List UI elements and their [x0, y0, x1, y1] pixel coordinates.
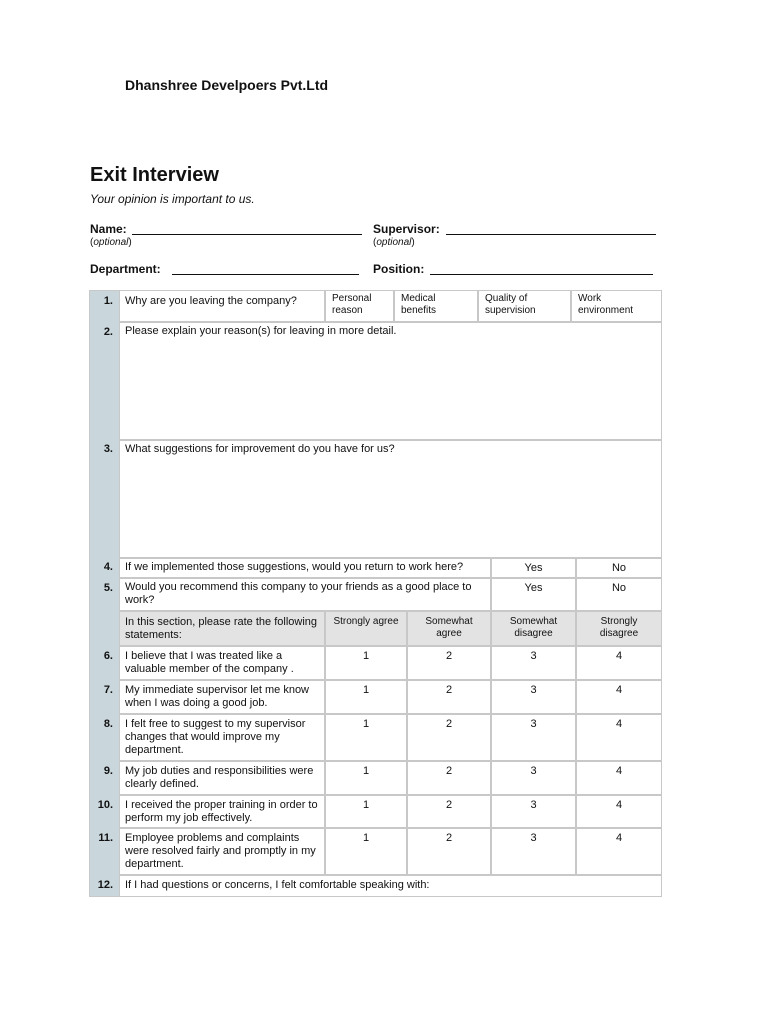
- supervisor-field[interactable]: [446, 234, 656, 235]
- company-name: Dhanshree Develpoers Pvt.Ltd: [125, 77, 329, 93]
- question-number: 4.: [103, 561, 113, 573]
- rating-option[interactable]: 3: [491, 795, 576, 828]
- name-field[interactable]: [132, 234, 362, 235]
- answer-area-reasons[interactable]: [119, 322, 662, 440]
- rating-option[interactable]: 2: [407, 795, 491, 828]
- question-number: 11.: [98, 832, 113, 844]
- rating-option[interactable]: 4: [576, 795, 662, 828]
- question-text: Why are you leaving the company?: [119, 290, 325, 322]
- question-number: 6.: [103, 650, 113, 662]
- no-option[interactable]: No: [576, 558, 662, 578]
- question-number: 12.: [97, 879, 113, 891]
- paren-open: (: [90, 237, 94, 248]
- rating-option[interactable]: 1: [325, 646, 407, 680]
- optional-word: optional: [376, 237, 412, 248]
- statement-text: Employee problems and complaints were resolved fairly and promptly in my department.: [119, 828, 325, 875]
- rating-option[interactable]: 3: [491, 680, 576, 714]
- rating-option[interactable]: 2: [407, 828, 491, 875]
- scale-header-somewhat-agree: Somewhat agree: [407, 611, 491, 646]
- yes-option[interactable]: Yes: [491, 578, 576, 611]
- option-personal-reason[interactable]: Personal reason: [325, 290, 394, 322]
- rating-option[interactable]: 2: [407, 714, 491, 761]
- department-field[interactable]: [172, 274, 359, 275]
- rating-option[interactable]: 2: [407, 761, 491, 795]
- statement-text: My immediate supervisor let me know when I was doing a good job.: [119, 680, 325, 714]
- department-label: Department:: [90, 262, 161, 276]
- option-quality-of-supervision[interactable]: Quality of supervision: [478, 290, 571, 322]
- question-text: Please explain your reason(s) for leaving in more detail.: [125, 325, 397, 337]
- no-option[interactable]: No: [576, 578, 662, 611]
- rating-option[interactable]: 1: [325, 714, 407, 761]
- rating-option[interactable]: 3: [491, 761, 576, 795]
- paren-close: ): [128, 237, 132, 248]
- rating-option[interactable]: 1: [325, 795, 407, 828]
- rating-option[interactable]: 4: [576, 828, 662, 875]
- rating-option[interactable]: 1: [325, 828, 407, 875]
- paren-open: (: [373, 237, 377, 248]
- question-number: 2.: [103, 326, 113, 338]
- rating-option[interactable]: 1: [325, 761, 407, 795]
- question-number: 9.: [103, 765, 113, 777]
- supervisor-label: Supervisor:: [373, 222, 440, 236]
- form-title: Exit Interview: [90, 164, 219, 186]
- question-number: 5.: [103, 582, 113, 594]
- rating-intro: In this section, please rate the following statements:: [119, 611, 325, 646]
- scale-header-strongly-disagree: Strongly disagree: [576, 611, 662, 646]
- question-number: 7.: [103, 684, 113, 696]
- statement-text: I received the proper training in order to perform my job effectively.: [119, 795, 325, 828]
- supervisor-optional-note: [373, 237, 415, 248]
- statement-text: My job duties and responsibilities were clearly defined.: [119, 761, 325, 795]
- statement-text: I believe that I was treated like a valuable member of the company .: [119, 646, 325, 680]
- question-number: 8.: [103, 718, 113, 730]
- rating-option[interactable]: 4: [576, 680, 662, 714]
- rating-option[interactable]: 4: [576, 714, 662, 761]
- question-number: 1.: [103, 295, 113, 307]
- answer-area-suggestions[interactable]: [119, 440, 662, 558]
- scale-header-strongly-agree: Strongly agree: [325, 611, 407, 646]
- rating-option[interactable]: 4: [576, 761, 662, 795]
- rating-option[interactable]: 3: [491, 714, 576, 761]
- name-optional-note: [90, 237, 132, 248]
- rating-option[interactable]: 3: [491, 828, 576, 875]
- rating-option[interactable]: 1: [325, 680, 407, 714]
- optional-word: optional: [93, 237, 129, 248]
- question-text: Would you recommend this company to your friends as a good place to work?: [119, 578, 491, 611]
- question-text: If I had questions or concerns, I felt comfortable speaking with:: [119, 875, 662, 897]
- name-label: Name:: [90, 222, 127, 236]
- question-text: If we implemented those suggestions, would you return to work here?: [119, 558, 491, 578]
- position-label: Position:: [373, 262, 425, 276]
- question-text: What suggestions for improvement do you have for us?: [125, 443, 395, 455]
- rating-option[interactable]: 3: [491, 646, 576, 680]
- option-work-environment[interactable]: Work environment: [571, 290, 662, 322]
- statement-text: I felt free to suggest to my supervisor changes that would improve my department.: [119, 714, 325, 761]
- question-number: 10.: [97, 799, 113, 811]
- yes-option[interactable]: Yes: [491, 558, 576, 578]
- rating-option[interactable]: 4: [576, 646, 662, 680]
- rating-option[interactable]: 2: [407, 646, 491, 680]
- scale-header-somewhat-disagree: Somewhat disagree: [491, 611, 576, 646]
- rating-option[interactable]: 2: [407, 680, 491, 714]
- position-field[interactable]: [430, 274, 653, 275]
- question-number: 3.: [103, 443, 113, 455]
- form-subtitle: Your opinion is important to us.: [90, 192, 255, 206]
- option-medical-benefits[interactable]: Medical benefits: [394, 290, 478, 322]
- paren-close: ): [411, 237, 415, 248]
